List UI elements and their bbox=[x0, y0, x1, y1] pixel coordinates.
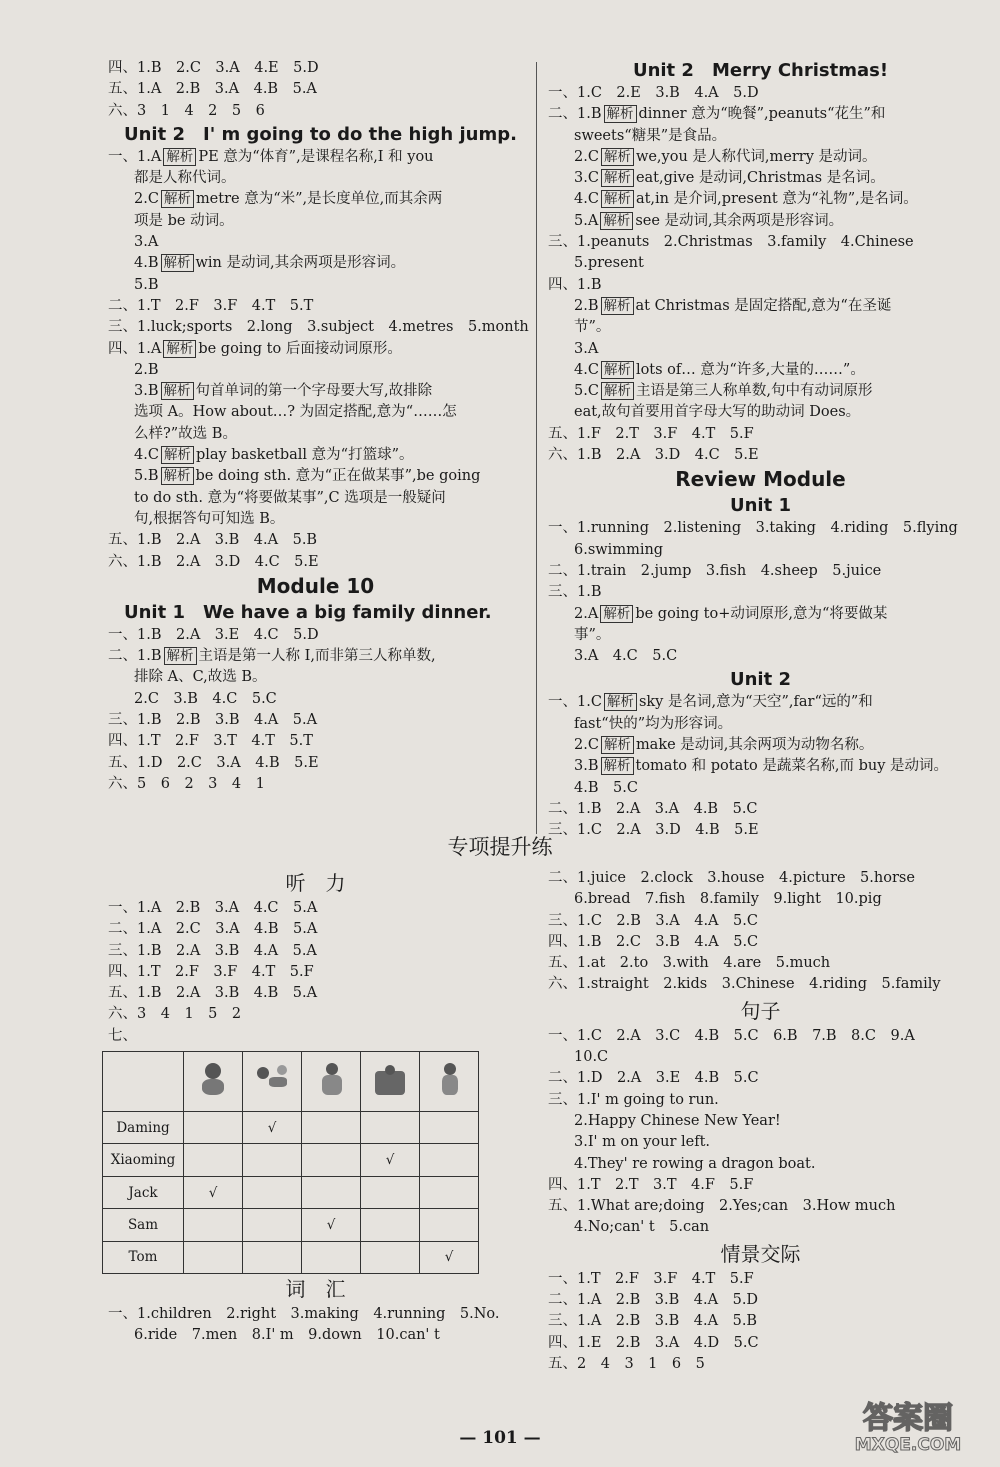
answer-line bbox=[548, 974, 973, 995]
answer-text: eat,故句首要用首字母大写的助动词 Does。 bbox=[574, 404, 861, 421]
analysis-text: lots of… 意为“许多,大量的……”。 bbox=[635, 361, 865, 378]
check-cell bbox=[420, 1176, 479, 1208]
answer-line bbox=[548, 1217, 973, 1238]
answer-line bbox=[548, 582, 973, 603]
answer-text: 3.B bbox=[134, 383, 159, 400]
answer-text: 一、1.B 2.A 3.E 4.C 5.D bbox=[108, 626, 319, 643]
analysis-text: at Christmas 是固定搭配,意为“在圣诞 bbox=[635, 297, 892, 314]
answer-line bbox=[108, 1026, 523, 1047]
answer-line bbox=[548, 1026, 973, 1047]
answer-text: 一、1.children 2.right 3.making 4.running 5.No. bbox=[108, 1306, 500, 1323]
answer-line bbox=[108, 275, 523, 296]
answer-text: 项是 be 动词。 bbox=[134, 212, 234, 229]
answer-text: 4.C bbox=[134, 447, 159, 464]
answer-line bbox=[548, 799, 973, 820]
analysis-text: make 是动词,其余两项为动物名称。 bbox=[635, 737, 874, 754]
watermark-logo bbox=[828, 1394, 988, 1456]
answer-text: 3.A 4.C 5.C bbox=[574, 648, 678, 665]
answer-line bbox=[548, 1047, 973, 1068]
check-cell bbox=[361, 1176, 420, 1208]
table-row bbox=[103, 1176, 479, 1208]
answer-line bbox=[108, 189, 523, 210]
student-name-cell: Xiaoming bbox=[103, 1144, 184, 1176]
check-cell bbox=[420, 1144, 479, 1176]
answer-line bbox=[548, 424, 973, 445]
answer-line bbox=[548, 1290, 973, 1311]
analysis-text: at,in 是介词,present 意为“礼物”,是名词。 bbox=[635, 191, 918, 208]
answer-text: 事”。 bbox=[574, 626, 611, 643]
answer-line bbox=[108, 168, 523, 189]
answer-line bbox=[108, 101, 523, 122]
analysis-text: be going to+动词原形,意为“将要做某 bbox=[635, 605, 888, 622]
section-heading: 词 汇 bbox=[285, 1277, 346, 1302]
answer-line bbox=[548, 692, 973, 713]
table-row bbox=[103, 1209, 479, 1241]
answer-text: 3.B bbox=[574, 758, 599, 775]
watermark-site-text: MXQE.COM bbox=[854, 1435, 962, 1455]
answer-line bbox=[548, 561, 973, 582]
answer-line bbox=[548, 625, 973, 646]
answer-line bbox=[548, 868, 973, 889]
answer-text: 四、1.T 2.F 3.F 4.T 5.F bbox=[108, 963, 314, 980]
answer-line bbox=[548, 1111, 973, 1132]
answer-text: 三、1.C 2.B 3.A 4.A 5.C bbox=[548, 912, 758, 929]
answer-line bbox=[548, 317, 973, 338]
check-cell: √ bbox=[243, 1112, 302, 1144]
answer-text: 3.A bbox=[574, 340, 599, 357]
answer-text: 六、3 1 4 2 5 6 bbox=[108, 102, 265, 119]
answer-text: 4.They' re rowing a dragon boat. bbox=[574, 1155, 816, 1172]
answer-line bbox=[548, 1269, 973, 1290]
answer-text: 2.B bbox=[134, 361, 159, 378]
answer-line bbox=[108, 402, 523, 423]
check-cell: √ bbox=[420, 1241, 479, 1273]
analysis-text: eat,give 是动词,Christmas 是名词。 bbox=[635, 170, 885, 187]
answer-text: 二、1.D 2.A 3.E 4.B 5.C bbox=[548, 1070, 759, 1087]
check-cell bbox=[184, 1144, 243, 1176]
activity-picture-3 bbox=[302, 1052, 361, 1112]
analysis-tag: 解析 bbox=[601, 148, 634, 166]
analysis-tag: 解析 bbox=[601, 169, 634, 187]
answer-line bbox=[548, 1175, 973, 1196]
answer-text: 么样?”故选 B。 bbox=[134, 425, 237, 442]
answer-text: 2.A bbox=[574, 605, 599, 622]
unit-heading: Unit 2 Merry Christmas! bbox=[632, 60, 889, 81]
answer-text: 六、1.B 2.A 3.D 4.C 5.E bbox=[548, 447, 759, 464]
answer-text: 二、1.A 2.B 3.B 4.A 5.D bbox=[548, 1292, 759, 1309]
answer-line bbox=[548, 953, 973, 974]
answer-line bbox=[108, 941, 523, 962]
answer-text: 2.C bbox=[134, 191, 159, 208]
analysis-text: be doing sth. 意为“正在做某事”,be going bbox=[195, 468, 481, 485]
analysis-text: sky 是名词,意为“天空”,far“远的”和 bbox=[638, 694, 873, 711]
answer-text: 一、1.A bbox=[108, 148, 162, 165]
answer-text: 2.C 3.B 4.C 5.C bbox=[134, 690, 277, 707]
answer-line bbox=[548, 126, 973, 147]
activity-picture-4 bbox=[361, 1052, 420, 1112]
section-heading: 句子 bbox=[740, 998, 781, 1023]
answer-line bbox=[108, 360, 523, 381]
check-cell bbox=[184, 1112, 243, 1144]
answer-line bbox=[548, 1333, 973, 1354]
answer-text: 10.C bbox=[574, 1049, 609, 1066]
listening-section bbox=[108, 868, 523, 1047]
answer-line bbox=[108, 898, 523, 919]
answer-text: 六、1.B 2.A 3.D 4.C 5.E bbox=[108, 553, 319, 570]
answer-text: 四、1.B bbox=[548, 276, 602, 293]
answer-line bbox=[548, 1354, 973, 1375]
analysis-tag: 解析 bbox=[601, 757, 634, 775]
answer-text: 四、1.T 2.T 3.T 4.F 5.F bbox=[548, 1176, 754, 1193]
analysis-text: see 是动词,其余两项是形容词。 bbox=[635, 212, 844, 229]
analysis-tag: 解析 bbox=[161, 382, 194, 400]
analysis-tag: 解析 bbox=[601, 382, 634, 400]
answer-text: 五、1.D 2.C 3.A 4.B 5.E bbox=[108, 754, 319, 771]
answer-text: 四、1.A bbox=[108, 340, 162, 357]
answer-text: 四、1.T 2.F 3.T 4.T 5.T bbox=[108, 733, 313, 750]
answer-line bbox=[548, 253, 973, 274]
analysis-text: dinner 意为“晚餐”,peanuts“花生”和 bbox=[638, 106, 886, 123]
analysis-text: 主语是第三人称单数,句中有动词原形 bbox=[635, 383, 873, 400]
analysis-tag: 解析 bbox=[161, 190, 194, 208]
lower-left-column bbox=[108, 868, 523, 1347]
check-cell bbox=[302, 1144, 361, 1176]
analysis-tag: 解析 bbox=[161, 446, 194, 464]
answer-line bbox=[548, 756, 973, 777]
vocabulary-section bbox=[108, 1274, 523, 1347]
unit-heading: Unit 1 bbox=[730, 495, 791, 517]
answer-line bbox=[108, 962, 523, 983]
answer-text: 一、1.C bbox=[548, 694, 602, 711]
answer-text: 六、1.straight 2.kids 3.Chinese 4.riding 5.family bbox=[548, 976, 941, 993]
answer-text: 一、1.T 2.F 3.F 4.T 5.F bbox=[548, 1270, 754, 1287]
check-cell bbox=[243, 1144, 302, 1176]
answer-text: sweets“糖果”是食品。 bbox=[574, 127, 727, 144]
table-row bbox=[103, 1144, 479, 1176]
answer-line bbox=[548, 911, 973, 932]
answer-text: 5.A bbox=[574, 212, 599, 229]
answer-line bbox=[108, 339, 523, 360]
answer-text: 三、1.luck;sports 2.long 3.subject 4.metres 5.month bbox=[108, 319, 529, 336]
answer-text: 二、1.B bbox=[108, 648, 162, 665]
analysis-tag: 解析 bbox=[163, 148, 196, 166]
answer-line bbox=[108, 689, 523, 710]
table-row bbox=[103, 1112, 479, 1144]
check-cell bbox=[361, 1209, 420, 1241]
student-name-cell: Jack bbox=[103, 1176, 184, 1208]
watermark-logo-text: 答案圈 bbox=[863, 1401, 953, 1436]
unit-heading: Unit 1 We have a big family dinner. bbox=[124, 601, 492, 623]
answer-line bbox=[548, 275, 973, 296]
analysis-tag: 解析 bbox=[600, 212, 633, 230]
lower-right-column bbox=[548, 868, 973, 1375]
answer-line bbox=[548, 211, 973, 232]
activity-picture-2 bbox=[243, 1052, 302, 1112]
answer-line bbox=[108, 1304, 523, 1325]
answer-text: 一、1.A 2.B 3.A 4.C 5.A bbox=[108, 900, 318, 916]
unit-heading: Unit 2 I' m going to do the high jump. bbox=[124, 123, 517, 145]
activity-picture-5 bbox=[420, 1052, 479, 1112]
answer-line bbox=[108, 1004, 523, 1025]
answer-line bbox=[108, 753, 523, 774]
analysis-tag: 解析 bbox=[161, 467, 194, 485]
check-cell bbox=[420, 1209, 479, 1241]
answer-text: 节”。 bbox=[574, 319, 611, 336]
answer-text: 五、2 4 3 1 6 5 bbox=[548, 1355, 705, 1372]
answer-line bbox=[108, 253, 523, 274]
answer-line bbox=[548, 646, 973, 667]
section-heading: 情景交际 bbox=[720, 1241, 801, 1266]
analysis-text: be going to 后面接动词原形。 bbox=[198, 340, 402, 357]
answer-text: 五、1.B 2.A 3.B 4.B 5.A bbox=[108, 985, 318, 1002]
analysis-tag: 解析 bbox=[601, 190, 634, 208]
answer-text: 一、1.C 2.E 3.B 4.A 5.D bbox=[548, 85, 759, 101]
answer-line bbox=[548, 518, 973, 539]
answer-line bbox=[548, 735, 973, 756]
answer-text: 五、1.F 2.T 3.F 4.T 5.F bbox=[548, 425, 754, 442]
answer-text: 5.B bbox=[134, 468, 159, 485]
answer-text: 二、1.B 2.A 3.A 4.B 5.C bbox=[548, 800, 758, 817]
answer-text: 二、1.juice 2.clock 3.house 4.picture 5.horse bbox=[548, 870, 915, 886]
answer-line bbox=[548, 189, 973, 210]
answer-text: 5.C bbox=[574, 383, 599, 400]
answer-line bbox=[548, 1068, 973, 1089]
answer-text: 4.B 5.C bbox=[574, 779, 638, 796]
answer-line bbox=[108, 983, 523, 1004]
answer-text: 6.ride 7.men 8.I' m 9.down 10.can' t bbox=[134, 1327, 440, 1344]
answer-line bbox=[108, 774, 523, 795]
answer-text: 三、1.B 2.A 3.B 4.A 5.A bbox=[108, 942, 317, 959]
answer-text: 三、1.B bbox=[548, 584, 602, 601]
answer-line bbox=[108, 317, 529, 338]
page-number: — 101 — bbox=[459, 1428, 541, 1448]
answer-line bbox=[548, 1132, 973, 1153]
answer-line bbox=[108, 509, 523, 530]
check-cell bbox=[302, 1176, 361, 1208]
analysis-tag: 解析 bbox=[601, 736, 634, 754]
check-cell bbox=[243, 1241, 302, 1273]
answer-table bbox=[102, 1051, 479, 1274]
answer-line bbox=[548, 104, 973, 125]
answer-line bbox=[108, 211, 523, 232]
left-column bbox=[108, 58, 529, 795]
answer-line bbox=[108, 445, 523, 466]
analysis-tag: 解析 bbox=[164, 647, 197, 665]
right-column bbox=[548, 58, 973, 842]
analysis-tag: 解析 bbox=[601, 361, 634, 379]
answer-line bbox=[108, 1325, 523, 1346]
answer-text: 2.C bbox=[574, 737, 599, 754]
answer-line bbox=[548, 232, 973, 253]
check-cell: √ bbox=[302, 1209, 361, 1241]
answer-line bbox=[548, 604, 973, 625]
answer-text: 五、1.at 2.to 3.with 4.are 5.much bbox=[548, 955, 831, 972]
analysis-tag: 解析 bbox=[604, 693, 637, 711]
answer-text: 六、3 4 1 5 2 bbox=[108, 1006, 242, 1023]
answer-text: 三、1.C 2.A 3.D 4.B 5.E bbox=[548, 822, 759, 839]
analysis-text: we,you 是人称代词,merry 是动词。 bbox=[635, 148, 877, 165]
check-cell bbox=[420, 1112, 479, 1144]
answer-text: 四、1.B 2.C 3.A 4.E 5.D bbox=[108, 60, 319, 76]
answer-line bbox=[548, 714, 973, 735]
student-name-cell: Daming bbox=[103, 1112, 184, 1144]
check-cell bbox=[361, 1241, 420, 1273]
check-cell: √ bbox=[361, 1144, 420, 1176]
answer-text: 4.No;can' t 5.can bbox=[574, 1219, 710, 1236]
answer-line bbox=[108, 296, 523, 317]
answer-line bbox=[548, 932, 973, 953]
answer-line bbox=[548, 889, 973, 910]
answer-text: 2.B bbox=[574, 297, 599, 314]
answer-line bbox=[108, 552, 523, 573]
check-cell bbox=[184, 1241, 243, 1273]
answer-text: 选项 A。How about…? 为固定搭配,意为“……怎 bbox=[134, 404, 457, 421]
analysis-tag: 解析 bbox=[600, 605, 633, 623]
student-name-cell: Sam bbox=[103, 1209, 184, 1241]
answer-line bbox=[548, 540, 973, 561]
table-row bbox=[103, 1241, 479, 1273]
answer-text: 三、1.B 2.B 3.B 4.A 5.A bbox=[108, 712, 318, 729]
answer-text: to do sth. 意为“将要做某事”,C 选项是一般疑问 bbox=[134, 489, 446, 506]
answer-line bbox=[548, 360, 973, 381]
answer-line bbox=[108, 646, 523, 667]
answer-text: 5.present bbox=[574, 255, 644, 272]
unit-heading: Unit 2 bbox=[730, 669, 791, 691]
answer-text: 二、1.train 2.jump 3.fish 4.sheep 5.juice bbox=[548, 562, 882, 579]
answer-line bbox=[108, 424, 523, 445]
answer-line bbox=[108, 466, 523, 487]
module-heading: Module 10 bbox=[256, 573, 375, 598]
answer-line bbox=[548, 1090, 973, 1111]
answer-text: 4.C bbox=[574, 361, 599, 378]
answer-text: 3.A bbox=[134, 234, 159, 251]
table-corner-cell bbox=[103, 1052, 184, 1112]
answer-text: 句,根据答句可知选 B。 bbox=[134, 510, 285, 527]
column-divider bbox=[536, 62, 537, 834]
section-heading: 听 力 bbox=[285, 871, 346, 895]
analysis-text: 句首单词的第一个字母要大写,故排除 bbox=[195, 383, 433, 400]
answer-text: 都是人称代词。 bbox=[134, 170, 236, 187]
answer-text: 4.B bbox=[134, 255, 159, 272]
answer-line bbox=[108, 625, 523, 646]
check-cell: √ bbox=[184, 1176, 243, 1208]
answer-text: 四、1.E 2.B 3.A 4.D 5.C bbox=[548, 1334, 759, 1351]
answer-text: 四、1.B 2.C 3.B 4.A 5.C bbox=[548, 933, 759, 950]
analysis-text: PE 意为“体育”,是课程名称,I 和 you bbox=[198, 148, 434, 165]
answer-line bbox=[548, 381, 973, 402]
answer-text: 二、1.A 2.C 3.A 4.B 5.A bbox=[108, 921, 318, 938]
table-header-row bbox=[103, 1052, 479, 1112]
answer-line bbox=[548, 1196, 973, 1217]
analysis-tag: 解析 bbox=[163, 340, 196, 358]
answer-line bbox=[108, 731, 523, 752]
section-title-special: 专项提升练 bbox=[447, 835, 553, 859]
answer-text: 3.C bbox=[574, 170, 599, 187]
answer-text: 五、1.What are;doing 2.Yes;can 3.How much bbox=[548, 1198, 896, 1215]
answer-text: 2.Happy Chinese New Year! bbox=[574, 1112, 781, 1129]
answer-line bbox=[108, 530, 523, 551]
answer-line bbox=[108, 381, 523, 402]
check-cell bbox=[243, 1176, 302, 1208]
answer-text: 4.C bbox=[574, 191, 599, 208]
answer-text: 五、1.B 2.A 3.B 4.A 5.B bbox=[108, 532, 318, 549]
answer-text: 排除 A、C,故选 B。 bbox=[134, 669, 267, 686]
answer-text: 三、1.I' m going to run. bbox=[548, 1091, 719, 1108]
answer-line bbox=[548, 778, 973, 799]
answer-line bbox=[108, 58, 523, 79]
answer-text: 3.I' m on your left. bbox=[574, 1134, 711, 1151]
answer-text: 二、1.B bbox=[548, 106, 602, 123]
answer-text: 七、 bbox=[108, 1027, 137, 1044]
analysis-text: win 是动词,其余两项是形容词。 bbox=[195, 255, 406, 272]
answer-line bbox=[548, 147, 973, 168]
answer-line bbox=[548, 168, 973, 189]
analysis-text: 主语是第一人称 I,而非第三人称单数, bbox=[198, 648, 436, 665]
answer-line bbox=[548, 83, 973, 104]
analysis-text: play basketball 意为“打篮球”。 bbox=[195, 447, 414, 464]
answer-line bbox=[108, 79, 523, 100]
answer-text: 五、1.A 2.B 3.A 4.B 5.A bbox=[108, 81, 317, 98]
table-body bbox=[103, 1112, 479, 1274]
answer-text: fast“快的”均为形容词。 bbox=[574, 715, 733, 732]
analysis-text: tomato 和 potato 是蔬菜名称,而 buy 是动词。 bbox=[635, 758, 949, 775]
module-heading: Review Module bbox=[675, 467, 846, 492]
analysis-tag: 解析 bbox=[604, 105, 637, 123]
answer-line bbox=[108, 488, 523, 509]
answer-text: 六、5 6 2 3 4 1 bbox=[108, 775, 265, 792]
analysis-tag: 解析 bbox=[161, 254, 194, 272]
answer-line bbox=[108, 147, 523, 168]
answer-line bbox=[108, 710, 523, 731]
answer-line bbox=[548, 1311, 973, 1332]
answer-line bbox=[548, 296, 973, 317]
answer-text: 一、1.C 2.A 3.C 4.B 5.C 6.B 7.B 8.C 9.A bbox=[548, 1027, 915, 1044]
answer-text: 6.swimming bbox=[574, 541, 664, 558]
answer-text: 三、1.A 2.B 3.B 4.A 5.B bbox=[548, 1313, 758, 1330]
answer-line bbox=[108, 232, 523, 253]
answer-line bbox=[548, 1154, 973, 1175]
answer-text: 6.bread 7.fish 8.family 9.light 10.pig bbox=[574, 891, 882, 908]
answer-text: 二、1.T 2.F 3.F 4.T 5.T bbox=[108, 297, 314, 314]
check-cell bbox=[361, 1112, 420, 1144]
student-name-cell: Tom bbox=[103, 1241, 184, 1273]
answer-line bbox=[548, 402, 973, 423]
activity-picture-1 bbox=[184, 1052, 243, 1112]
analysis-tag: 解析 bbox=[601, 297, 634, 315]
answer-text: 一、1.running 2.listening 3.taking 4.riding 5.flying bbox=[548, 520, 958, 537]
answer-line bbox=[108, 919, 523, 940]
answer-line bbox=[548, 445, 973, 466]
check-cell bbox=[184, 1209, 243, 1241]
check-cell bbox=[243, 1209, 302, 1241]
answer-line bbox=[548, 339, 973, 360]
answer-text: 5.B bbox=[134, 276, 159, 293]
check-cell bbox=[302, 1112, 361, 1144]
check-cell bbox=[302, 1241, 361, 1273]
answer-text: 2.C bbox=[574, 148, 599, 165]
answer-text: 三、1.peanuts 2.Christmas 3.family 4.Chinese bbox=[548, 234, 914, 251]
analysis-text: metre 意为“米”,是长度单位,而其余两 bbox=[195, 191, 443, 208]
answer-line bbox=[108, 667, 523, 688]
